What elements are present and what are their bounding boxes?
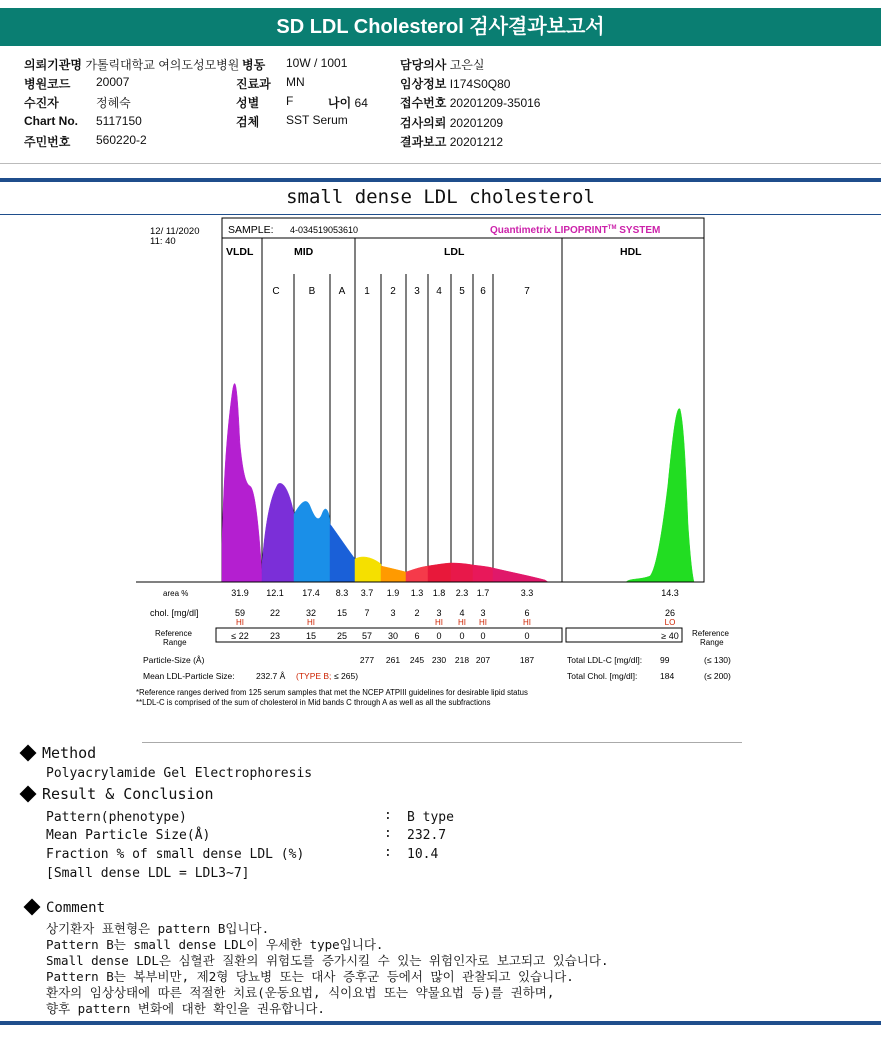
ref-value: 57 — [361, 631, 373, 641]
chol-value: 3 — [390, 608, 396, 618]
comment-line-1: 상기환자 표현형은 pattern B입니다. — [46, 921, 270, 936]
area-value: 8.3 — [335, 588, 349, 598]
chol-value: 3 — [436, 608, 442, 618]
report-title: SD LDL Cholesterol 검사결과보고서 — [276, 16, 605, 38]
result-value-1: B type — [407, 810, 454, 825]
sample-label: SAMPLE: — [228, 224, 274, 236]
result-label-1: Pattern(phenotype) — [46, 810, 187, 825]
flag-value: LO — [664, 618, 676, 627]
specimen-label: 검체 — [236, 115, 260, 129]
footnote-1: *Reference ranges derived from 125 serum samples that met the NCEP ATPIII guidelines for desirable lipid status — [136, 688, 528, 697]
age-label: 나이 — [328, 96, 352, 110]
request-value: 20201209 — [449, 116, 504, 130]
chart-bottom-rule — [142, 742, 742, 743]
request-label: 검사의뢰 — [400, 116, 447, 130]
total-ldl-ref: (≤ 130) — [704, 655, 731, 665]
result-title: Result & Conclusion — [22, 785, 214, 803]
area-value: 14.3 — [661, 588, 679, 598]
total-ldl-label: Total LDL-C [mg/dl]: — [567, 655, 643, 665]
result-label-3: Fraction % of small dense LDL (%) — [46, 847, 305, 862]
chol-value: 7 — [364, 608, 370, 618]
chol-value: 6 — [524, 608, 530, 618]
ward-value: 10W / 1001 — [286, 56, 348, 70]
report-label: 결과보고 — [400, 135, 447, 149]
group-ldl: LDL — [444, 246, 465, 258]
chol-value: 15 — [336, 608, 348, 618]
particle-size-value: 218 — [454, 655, 470, 665]
area-value: 12.1 — [266, 588, 284, 598]
dept-label: 진료과 — [236, 77, 271, 91]
trace-segment — [493, 568, 548, 582]
particle-size-value: 277 — [359, 655, 375, 665]
lipoprint-chart — [0, 214, 881, 714]
chol-row-label: chol. [mg/dl] — [150, 608, 199, 618]
brand-label: Quantimetrix LIPOPRINT™ SYSTEM — [490, 225, 661, 236]
chart-time: 11: 40 — [150, 236, 176, 247]
group-vldl: VLDL — [226, 246, 254, 258]
bottom-rule — [0, 1021, 881, 1025]
group-mid: MID — [294, 246, 314, 258]
mean-size-type: (TYPE B; — [296, 671, 332, 681]
ref-row-label-2: Range — [163, 638, 187, 647]
area-value: 1.7 — [476, 588, 490, 598]
trace-segment — [626, 409, 694, 582]
ref-right-label-1: Reference — [692, 629, 729, 638]
band-label: 4 — [436, 286, 442, 297]
result-note: [Small dense LDL = LDL3~7] — [46, 866, 250, 881]
particle-size-value: 207 — [475, 655, 491, 665]
trace-segment — [222, 384, 262, 582]
flag-value: HI — [236, 618, 244, 627]
clinical-value: I174S0Q80 — [449, 77, 511, 91]
mean-size-label: Mean LDL-Particle Size: — [143, 671, 235, 681]
ref-value: 0 — [480, 631, 486, 641]
patient-value: 정혜숙 — [96, 96, 131, 110]
area-value: 1.9 — [386, 588, 400, 598]
area-value: 1.8 — [432, 588, 446, 598]
ref-value: 0 — [459, 631, 465, 641]
chart-value: 5117150 — [96, 114, 142, 128]
method-text: Polyacrylamide Gel Electrophoresis — [46, 766, 313, 781]
trace-segment — [406, 566, 428, 582]
flag-value: HI — [479, 618, 487, 627]
band-label: A — [338, 286, 346, 297]
chol-value: 59 — [234, 608, 246, 618]
sex-label: 성별 — [236, 96, 260, 110]
diamond-bullet-icon — [24, 899, 41, 916]
ref-value: 0 — [436, 631, 442, 641]
trace-segment — [330, 524, 355, 582]
trace-segment — [381, 566, 406, 582]
comment-title: Comment — [26, 900, 105, 916]
mean-size-value: 232.7 Å — [256, 671, 286, 681]
result-value-2: 232.7 — [407, 828, 447, 843]
age-value: 64 — [354, 96, 368, 110]
area-value: 3.3 — [520, 588, 534, 598]
clinical-label: 임상정보 — [400, 77, 447, 91]
area-value: 2.3 — [455, 588, 469, 598]
ref-right-label-2: Range — [700, 638, 724, 647]
band-label: B — [308, 286, 316, 297]
specimen-value: SST Serum — [286, 113, 348, 127]
total-chol-label: Total Chol. [mg/dl]: — [567, 671, 638, 681]
comment-line-5: 환자의 임상상태에 따른 적절한 치료(운동요법, 식이요법 또는 약물요법 등)를 권하며, — [46, 985, 555, 1000]
institution-value: 가톨릭대학교 여의도성모병원 — [85, 58, 240, 72]
sex-value: F — [286, 94, 294, 108]
chol-value: 2 — [414, 608, 420, 618]
comment-line-4: Pattern B는 복부비만, 제2형 당뇨병 또는 대사 증후군 등에서 많이 관찰되고 있습니다. — [46, 969, 574, 984]
particle-size-value: 187 — [519, 655, 535, 665]
sample-value: 4-034519053610 — [290, 225, 359, 235]
hospital-code-label: 병원코드 — [24, 77, 71, 91]
trace-segment — [428, 563, 451, 582]
top-divider — [0, 163, 881, 164]
ref-value: 25 — [336, 631, 348, 641]
total-ldl-value: 99 — [660, 655, 670, 665]
band-label: 1 — [364, 286, 370, 297]
patient-label: 수진자 — [24, 96, 59, 110]
result-colon-3: : — [384, 845, 392, 860]
trace-segment — [294, 501, 330, 582]
ref-value: 23 — [269, 631, 281, 641]
section-rule — [0, 178, 881, 182]
method-title: Method — [22, 744, 96, 762]
diamond-bullet-icon — [20, 786, 37, 803]
chart-date: 12/ 11/2020 — [150, 226, 200, 237]
diamond-bullet-icon — [20, 745, 37, 762]
band-label: 3 — [414, 286, 420, 297]
id-label: 주민번호 — [24, 135, 71, 149]
receipt-label: 접수번호 — [400, 96, 447, 110]
result-colon-1: : — [384, 808, 392, 823]
particle-size-value: 230 — [431, 655, 447, 665]
area-value: 17.4 — [302, 588, 320, 598]
report-header — [0, 8, 881, 46]
area-value: 1.3 — [410, 588, 424, 598]
area-row-label: area % — [163, 589, 189, 598]
subtitle: small dense LDL cholesterol — [286, 186, 595, 208]
total-chol-value: 184 — [660, 671, 675, 681]
area-value: 3.7 — [360, 588, 374, 598]
band-label: 6 — [480, 286, 486, 297]
dept-value: MN — [286, 75, 305, 89]
ref-value: 15 — [305, 631, 317, 641]
ref-value: 6 — [414, 631, 420, 641]
ref-row-label-1: Reference — [155, 629, 192, 638]
receipt-value: 20201209-35016 — [449, 96, 541, 110]
chol-value: 26 — [664, 608, 676, 618]
comment-line-6: 향후 pattern 변화에 대한 확인을 권유합니다. — [46, 1001, 325, 1016]
hospital-code-value: 20007 — [96, 75, 130, 89]
particle-size-label: Particle-Size (Å) — [143, 655, 205, 665]
chol-value: 22 — [269, 608, 281, 618]
area-value: 31.9 — [231, 588, 249, 598]
trace-segment — [262, 483, 294, 582]
trace-segment — [473, 565, 493, 582]
band-label: 2 — [390, 286, 396, 297]
ward-label: 병동 — [242, 58, 266, 72]
id-value: 560220-2 — [96, 133, 147, 147]
particle-size-value: 261 — [385, 655, 401, 665]
doctor-value: 고은실 — [449, 58, 485, 72]
chol-value: 4 — [459, 608, 465, 618]
result-colon-2: : — [384, 826, 392, 841]
ref-value: 30 — [387, 631, 399, 641]
total-chol-ref: (≤ 200) — [704, 671, 731, 681]
flag-value: HI — [435, 618, 443, 627]
institution-label: 의뢰기관명 — [24, 58, 82, 72]
trace-segment — [451, 563, 473, 582]
result-label-2: Mean Particle Size(Å) — [46, 828, 211, 843]
comment-line-3: Small dense LDL은 심혈관 질환의 위험도를 증가시킬 수 있는 위험인자로 보고되고 있습니다. — [46, 953, 609, 968]
chart-label: Chart No. — [24, 114, 78, 128]
ref-value: ≥ 40 — [661, 631, 679, 641]
chol-value: 32 — [305, 608, 317, 618]
doctor-label: 담당의사 — [400, 58, 447, 72]
band-label: C — [272, 286, 280, 297]
band-label: 7 — [524, 286, 530, 297]
group-hdl: HDL — [620, 246, 642, 258]
result-value-3: 10.4 — [407, 847, 439, 862]
mean-size-ref: ≤ 265) — [334, 671, 359, 681]
report-value: 20201212 — [449, 135, 504, 149]
ref-value: 0 — [524, 631, 530, 641]
footnote-2: **LDL-C is comprised of the sum of cholesterol in Mid bands C through A as well as all the subfractions — [136, 698, 491, 707]
trace-segment — [355, 557, 381, 582]
chol-value: 3 — [480, 608, 486, 618]
ref-value: ≤ 22 — [231, 631, 249, 641]
flag-value: HI — [458, 618, 466, 627]
flag-value: HI — [307, 618, 315, 627]
particle-size-value: 245 — [409, 655, 425, 665]
band-label: 5 — [459, 286, 465, 297]
flag-value: HI — [523, 618, 531, 627]
comment-line-2: Pattern B는 small dense LDL이 우세한 type입니다. — [46, 937, 384, 952]
